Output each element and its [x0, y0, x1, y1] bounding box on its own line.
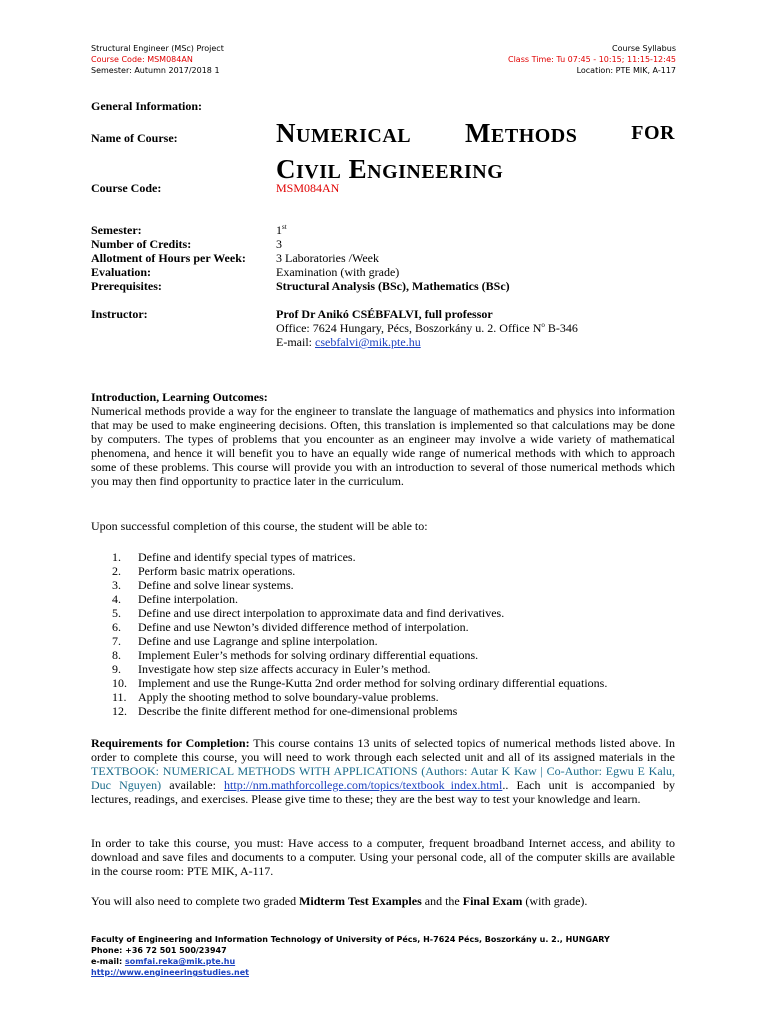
- outcome-text: Investigate how step size affects accuracy in Euler’s method.: [138, 662, 431, 676]
- outcome-text: Define and use Lagrange and spline interpolation.: [138, 634, 378, 648]
- outcome-item: [112, 662, 607, 676]
- outcome-number: 7.: [112, 634, 121, 648]
- intro-paragraph: Numerical methods provide a way for the engineer to translate the language of mathematics and physics into information that may be used to make engineering decisions. Often, this translation is implemented so that calculations may be done by computers. The types of problems that you encounter as an engineer may involve a wide variety of mathematical phenomena, and hence it will benefit you to have an equally wide range of numerical methods with which to approach some of these problems. This course will provide you with an introduction to several of those numerical methods which you may then find opportunity to practice later in the curriculum.: [91, 404, 675, 488]
- footer-email: e-mail: somfai.reka@mik.pte.hu: [91, 957, 236, 966]
- course-code-label: Course Code:: [91, 181, 162, 195]
- prerequisites-value: Structural Analysis (BSc), Mathematics (BSc): [276, 279, 510, 293]
- footer-phone: Phone: +36 72 501 500/23947: [91, 946, 227, 955]
- outcomes-intro: Upon successful completion of this course, the student will be able to:: [91, 519, 428, 533]
- outcome-number: 3.: [112, 578, 121, 592]
- outcome-text: Define and identify special types of matrices.: [138, 550, 356, 564]
- outcome-number: 1.: [112, 550, 121, 564]
- outcome-item: [112, 690, 607, 704]
- outcome-item: [112, 648, 607, 662]
- outcome-text: Define and use Newton’s divided difference method of interpolation.: [138, 620, 469, 634]
- outcome-number: 6.: [112, 620, 121, 634]
- outcome-text: Perform basic matrix operations.: [138, 564, 296, 578]
- outcome-text: Define interpolation.: [138, 592, 238, 606]
- semester-value: 1st: [276, 223, 287, 237]
- course-code-value: MSM084AN: [276, 181, 340, 195]
- exam-paragraph: You will also need to complete two graded Midterm Test Examples and the Final Exam (with grade).: [91, 894, 588, 908]
- header-semester: Semester: Autumn 2017/2018 1: [91, 66, 220, 75]
- outcome-item: [112, 676, 607, 690]
- outcome-number: 5.: [112, 606, 121, 620]
- page-footer: [91, 934, 610, 978]
- hours-label: Allotment of Hours per Week:: [91, 251, 246, 265]
- semester-label: Semester:: [91, 223, 142, 237]
- outcome-item: [112, 592, 607, 606]
- name-of-course-label: Name of Course:: [91, 131, 178, 145]
- instructor-office: Office: 7624 Hungary, Pécs, Boszorkány u. 2. Office $N^o$ B-346: [276, 321, 578, 335]
- class-time: Class Time: Tu 07:45 - 10:15; 11:15-12:45: [507, 55, 676, 64]
- outcome-number: 4.: [112, 592, 121, 606]
- outcomes-list: [112, 550, 607, 718]
- outcome-item: [112, 578, 607, 592]
- outcome-text: Describe the finite different method for one-dimensional problems: [138, 704, 458, 718]
- outcome-item: [112, 704, 607, 718]
- outcome-text: Apply the shooting method to solve boundary-value problems.: [138, 690, 439, 704]
- intro-heading: Introduction, Learning Outcomes:: [91, 390, 268, 404]
- instructor-email-link[interactable]: csebfalvi@mik.pte.hu: [315, 335, 421, 349]
- faculty-address: Faculty of Engineering and Information Technology of University of Pécs, H-7624 Pécs, Boszorkány u. 2., HUNGARY: [91, 935, 610, 944]
- evaluation-value: Examination (with grade): [276, 265, 400, 279]
- instructor-email: E-mail: csebfalvi@mik.pte.hu: [276, 335, 421, 349]
- instructor-label: Instructor:: [91, 307, 148, 321]
- hours-value: 3 Laboratories /Week: [276, 251, 379, 265]
- page-header-left: [91, 43, 224, 76]
- outcome-number: 12.: [112, 704, 127, 718]
- outcome-number: 11.: [112, 690, 127, 704]
- outcome-number: 9.: [112, 662, 121, 676]
- requirements-paragraph: Requirements for Completion: This course contains 13 units of selected topics of numerical methods listed above. In order to complete this course, you will need to work through each selected unit and all of its assigned materials in the TEXTBOOK: NUMERICAL METHODS WITH APPLICATIONS (Authors: Autar K Kaw | Co-Author: Egwu E Kalu, Duc Nguyen) available: http://nm.mathforcollege.com/topics/textbook_index.html.. Each unit is accompanied by lectures, readings, and exercises. Please give time to these; they are the best way to test your knowledge and learn.: [91, 736, 675, 806]
- textbook-link[interactable]: http://nm.mathforcollege.com/topics/textbook_index.html: [224, 778, 503, 792]
- evaluation-label: Evaluation:: [91, 265, 152, 279]
- credits-label: Number of Credits:: [91, 237, 192, 251]
- outcome-text: Define and solve linear systems.: [138, 578, 294, 592]
- access-paragraph: In order to take this course, you must: Have access to a computer, frequent broadband Internet access, and ability to download and save files and documents to a computer. Using your personal code, all of the computer skills are available in the course room: PTE MIK, A-117.: [91, 836, 675, 878]
- header-location: Location: PTE MIK, A-117: [576, 66, 676, 75]
- general-info-heading: General Information:: [91, 99, 202, 113]
- outcome-number: 2.: [112, 564, 121, 578]
- page-header-right: [508, 43, 676, 76]
- outcome-item: [112, 564, 607, 578]
- outcome-number: 10.: [112, 676, 127, 690]
- outcome-item: [112, 620, 607, 634]
- prerequisites-label: Prerequisites:: [91, 279, 162, 293]
- instructor-name: Prof Dr Anikó CSÉBFALVI, full professor: [276, 307, 493, 321]
- project-name: Structural Engineer (MSc) Project: [91, 44, 224, 53]
- outcome-text: Implement Euler’s methods for solving ordinary differential equations.: [138, 648, 479, 662]
- footer-email-link[interactable]: somfai.reka@mik.pte.hu: [124, 957, 236, 966]
- header-course-code: Course Code: MSM084AN: [91, 55, 193, 64]
- outcome-item: [112, 606, 607, 620]
- outcome-text: Define and use direct interpolation to approximate data and find derivatives.: [138, 606, 505, 620]
- outcome-text: Implement and use the Runge-Kutta 2nd order method for solving ordinary differential equations.: [138, 676, 608, 690]
- outcome-item: [112, 634, 607, 648]
- syllabus-label: Course Syllabus: [612, 44, 676, 53]
- outcome-item: [112, 550, 607, 564]
- footer-website-link[interactable]: http://www.engineeringstudies.net: [91, 968, 249, 977]
- credits-value: 3: [276, 237, 282, 251]
- course-title: NUMERICAL METHODS FOR CIVIL ENGINEERING: [276, 118, 675, 184]
- outcome-number: 8.: [112, 648, 121, 662]
